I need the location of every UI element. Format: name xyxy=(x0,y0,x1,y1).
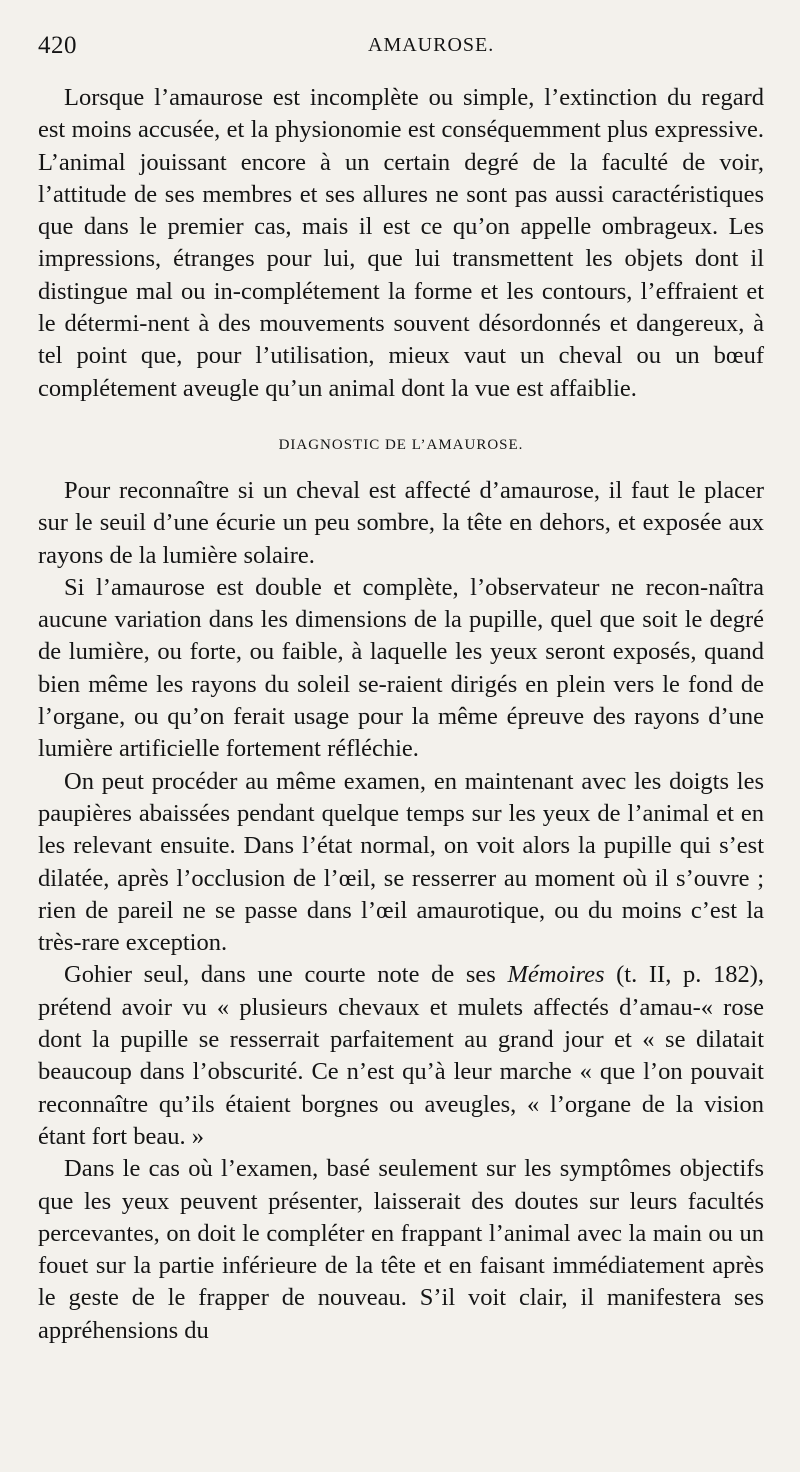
page-header xyxy=(38,32,762,66)
paragraph-recognition: Pour reconnaître si un cheval est affecté d’amaurose, il faut le placer sur le seuil d’une écurie un peu sombre, la tête en dehors, et exposée aux rayons de la lumière solaire. xyxy=(38,476,764,569)
section-heading: DIAGNOSTIC DE L’AMAUROSE. xyxy=(278,436,524,453)
book-title-italic: Mémoires xyxy=(507,961,605,989)
paragraph-exam-completion: Dans le cas où l’examen, basé seulement sur les symptômes objectifs que les yeux peuvent présenter, laisserait des doutes sur leurs facultés percevantes, on doit le compléter en frappant l’animal avec la main ou un fouet sur la partie inférieure de la tête et en faisant immédiatement après le geste de le frapper de nouveau. S’il voit clair, il manifestera ses appréhensions du xyxy=(38,1155,764,1344)
page-body xyxy=(38,82,764,1347)
quote-text-before: Gohier seul, dans une courte note de ses xyxy=(64,961,508,989)
paragraph-gohier-quote xyxy=(38,959,764,1153)
running-title: AMAUROSE. xyxy=(368,34,495,56)
paragraph-incomplete-amaurosis: Lorsque l’amaurose est incomplète ou simple, l’extinction du regard est moins accusée, et la physionomie est conséquemment plus expressive. L’animal jouissant encore à un certain degré de la faculté de voir, l’attitude de ses membres et ses allures ne sont pas aussi caractéristiques que dans le premier cas, mais il est ce qu’on appelle ombrageux. Les impressions, étranges pour lui, que lui transmettent les objets dont il distingue mal ou in-complétement la forme et les contours, l’effraient et le détermi-nent à des mouvements souvent désordonnés et dangereux, à tel point que, pour l’utilisation, mieux vaut un cheval ou un bœuf complétement aveugle qu’un animal dont la vue est affaiblie. xyxy=(38,84,764,402)
page-number: 420 xyxy=(38,32,77,59)
paragraph-eyelid-exam: On peut procéder au même examen, en maintenant avec les doigts les paupières abaissées pendant quelque temps sur les yeux de l’animal et en les relevant ensuite. Dans l’état normal, on voit alors la pupille qui s’est dilatée, après l’occlusion de l’œil, se resserrer au moment où il s’ouvre ; rien de pareil ne se passe dans l’œil amaurotique, ou du moins c’est la très-rare exception. xyxy=(38,767,764,957)
paragraph-double-amaurosis: Si l’amaurose est double et complète, l’observateur ne recon-naîtra aucune variation dans les dimensions de la pupille, quel que soit le degré de lumière, ou forte, ou faible, à laquelle les yeux seront exposés, quand bien même les rayons du soleil se-raient dirigés en plein vers le fond de l’organe, ou qu’on ferait usage pour la même épreuve des rayons d’une lumière artificielle fortement réfléchie. xyxy=(38,573,764,763)
quote-text-after: (t. II, p. 182), prétend avoir vu « plusieurs chevaux et mulets affectés d’amau-« rose dont la pupille se resserrait parfaitement au grand jour et « se dilatait beaucoup dans l’obscurité. Ce n’est qu’à leur marche « que l’on pouvait reconnaître qu’ils étaient borgnes ou aveugles, « l’organe de la vision étant fort beau. » xyxy=(38,961,764,1150)
